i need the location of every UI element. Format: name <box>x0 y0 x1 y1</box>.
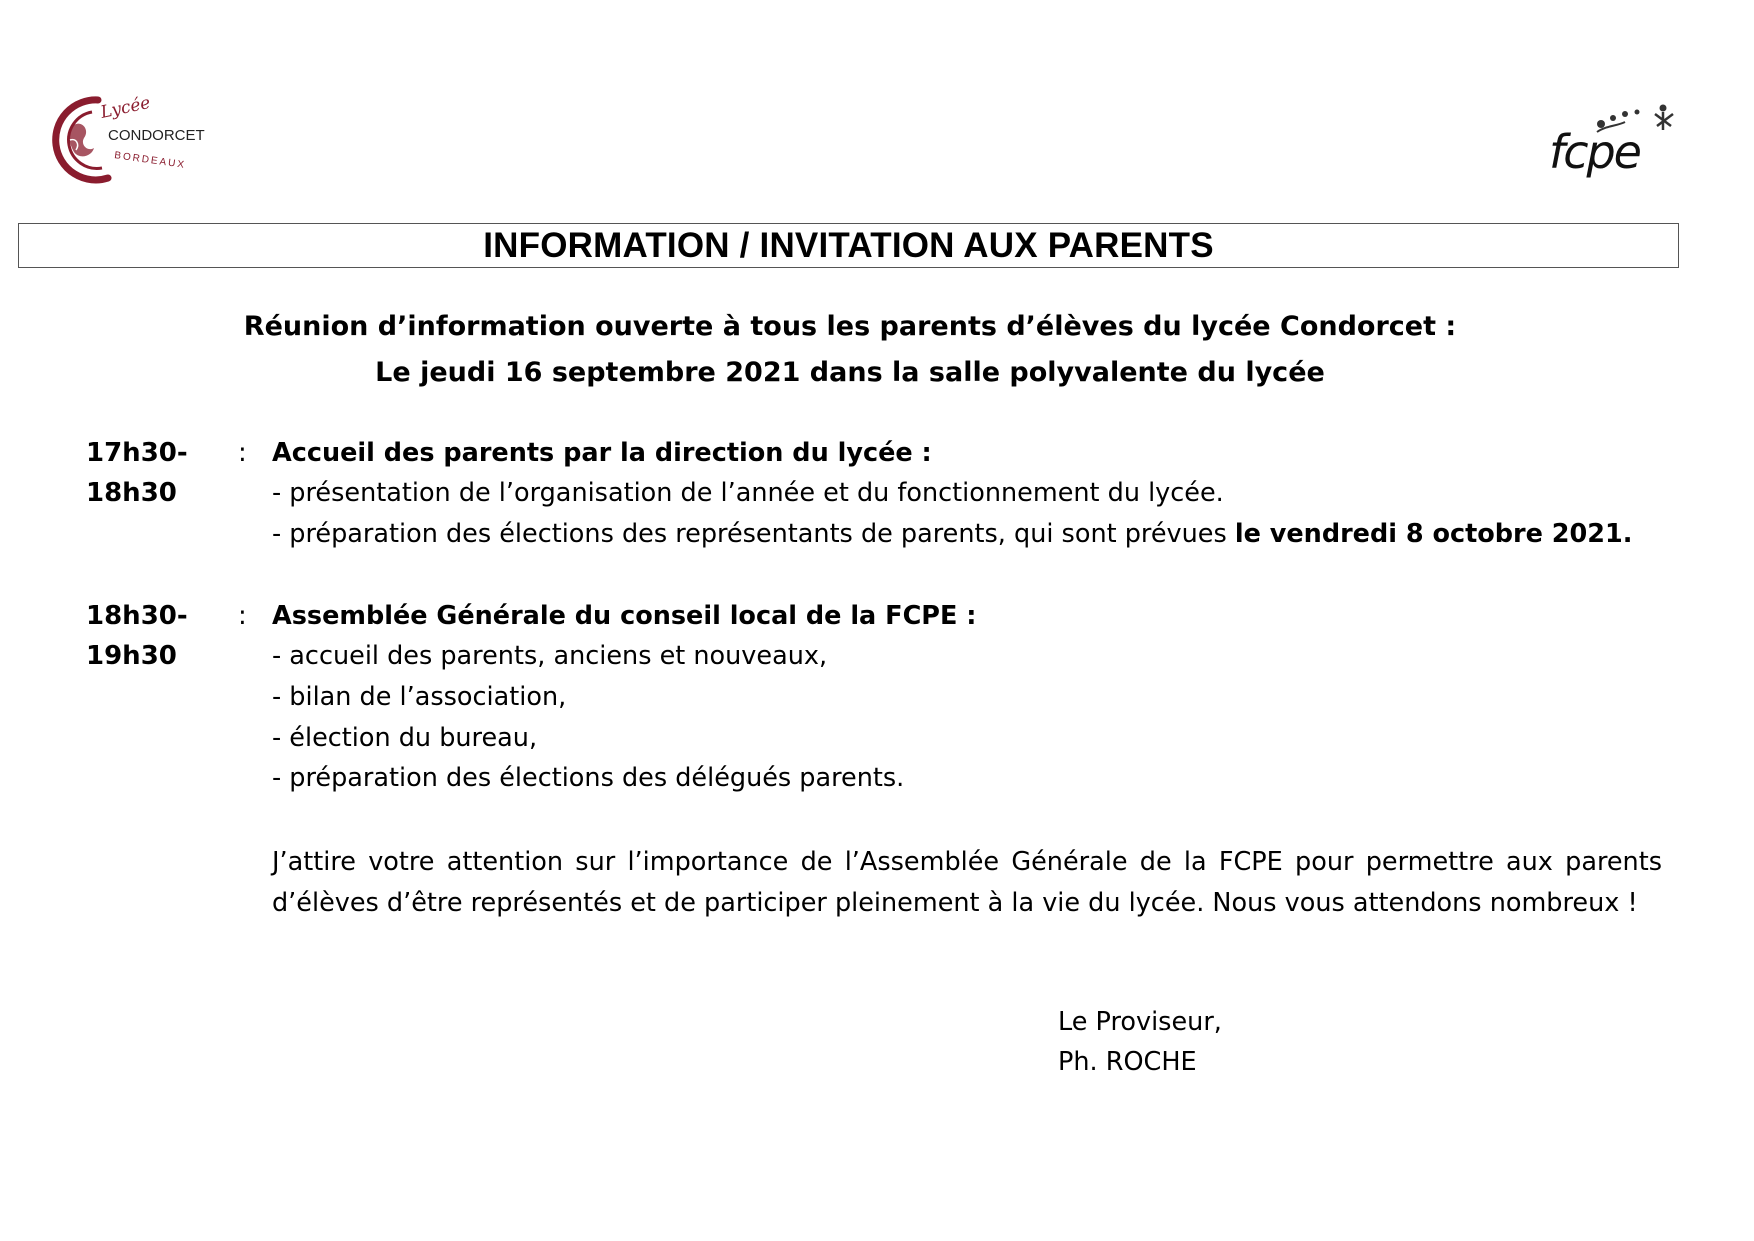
section-1-heading: Accueil des parents par la direction du lycée : <box>272 438 932 468</box>
section-2-item: - accueil des parents, anciens et nouveaux, <box>272 641 828 671</box>
section-1-item: - présentation de l’organisation de l’année et du fonctionnement du lycée. <box>272 478 1224 508</box>
signature-title: Le Proviseur, <box>1058 1007 1222 1037</box>
subtitle-line-2: Le jeudi 16 septembre 2021 dans la salle polyvalente du lycée <box>375 357 1325 388</box>
section-2-item: - élection du bureau, <box>272 723 538 753</box>
closing-paragraph: J’attire votre attention sur l’importance de l’Assemblée Générale de la FCPE pour permettre aux parents d’élèves d’être représentés et de participer pleinement à la vie du lycée. Nous vous attendons nombreux ! <box>272 847 1662 918</box>
section-1-item-2-date: le vendredi 8 octobre 2021. <box>1234 519 1633 549</box>
section-1-colon: : <box>238 438 247 468</box>
lycee-condorcet-logo <box>36 90 226 190</box>
subtitle-line-1: Réunion d’information ouverte à tous les parents d’élèves du lycée Condorcet : <box>243 311 1457 342</box>
logo-line-lycee: Lycée <box>98 92 153 123</box>
section-2-time-start: 18h30- <box>86 601 188 631</box>
section-2-time-end: 19h30 <box>86 641 177 671</box>
section-1-time-end: 18h30 <box>86 478 177 508</box>
signature-name: Ph. ROCHE <box>1058 1047 1197 1077</box>
section-1-time-start: 17h30- <box>86 438 188 468</box>
fcpe-wordmark: fcpe <box>1549 125 1640 179</box>
fcpe-logo <box>1545 100 1695 185</box>
section-2-heading: Assemblée Générale du conseil local de la FCPE : <box>272 601 977 631</box>
section-2-item: - bilan de l’association, <box>272 682 567 712</box>
logo-line-bordeaux: BORDEAUX <box>113 150 187 172</box>
section-1-item <box>272 519 1632 549</box>
page-title: INFORMATION / INVITATION AUX PARENTS <box>483 225 1214 265</box>
logo-line-condorcet: CONDORCET <box>108 127 205 144</box>
section-2-item: - préparation des élections des délégués parents. <box>272 763 905 793</box>
title-box <box>18 223 1679 268</box>
section-2-colon: : <box>238 601 247 631</box>
section-1-item-2-text: - préparation des élections des représentants de parents, qui sont prévues <box>272 519 1235 549</box>
